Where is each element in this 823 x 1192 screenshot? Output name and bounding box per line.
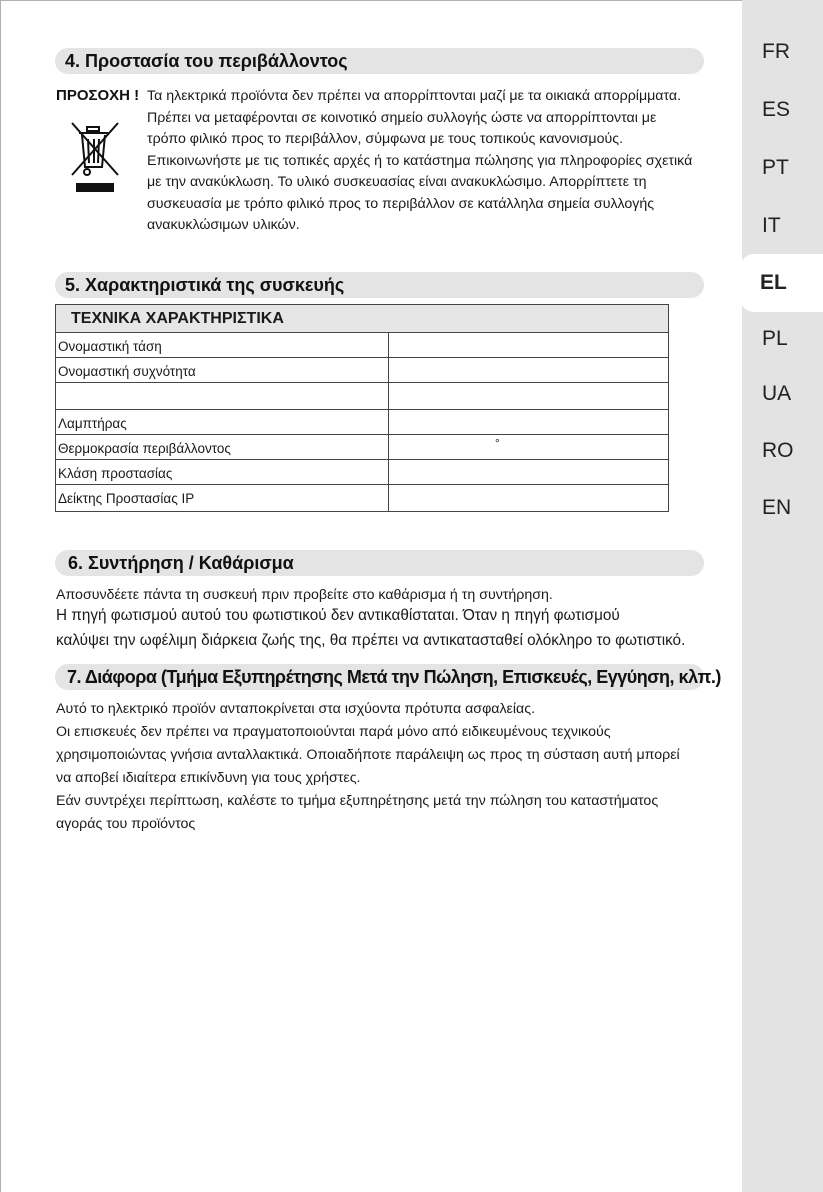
table-row <box>56 460 668 485</box>
table-cell-value <box>389 435 668 459</box>
section-6-line-2: Η πηγή φωτισμού αυτού του φωτιστικού δεν αντικαθίσταται. Όταν η πηγή φωτισμού <box>56 607 620 624</box>
lang-tab-el-active[interactable]: EL <box>740 254 823 312</box>
technical-table <box>55 304 669 512</box>
section-6-line-1: Αποσυνδέετε πάντα τη συσκευή πριν προβείτε στο καθάρισμα ή τη συντήρηση. <box>56 587 553 603</box>
section-4-line-6: συσκευασία με τρόπο φιλικό προς το περιβάλλον σε κατάλληλα σημεία συλλογής <box>147 196 655 212</box>
section-7-line-6: αγοράς του προϊόντος <box>56 816 196 832</box>
degree-symbol: ° <box>495 436 500 450</box>
lang-tab-fr[interactable]: FR <box>762 40 790 63</box>
lang-tab-en[interactable]: EN <box>762 496 792 519</box>
language-sidebar <box>742 0 823 1192</box>
table-cell-label: Θερμοκρασία περιβάλλοντος <box>56 435 389 459</box>
table-cell-label: Λαμπτήρας <box>56 410 389 434</box>
page-border-top <box>0 0 742 1</box>
table-cell-label <box>56 383 389 409</box>
section-4-line-7: ανακυκλώσιμων υλικών. <box>147 217 300 233</box>
section-7-line-3: χρησιμοποιώντας γνήσια ανταλλακτικά. Οποιαδήποτε παράλειψη ως προς τη σύσταση αυτή μπορεί <box>56 747 680 763</box>
table-cell-label: Δείκτης Προστασίας IP <box>56 485 389 511</box>
table-cell-value <box>389 383 668 409</box>
lang-tab-es[interactable]: ES <box>762 98 791 121</box>
table-row <box>56 485 668 511</box>
section-7-line-2: Οι επισκευές δεν πρέπει να πραγματοποιούνται παρά μόνο από ειδικευμένους τεχνικούς <box>56 724 611 740</box>
section-6-title: 6. Συντήρηση / Καθάρισμα <box>68 553 294 573</box>
lang-tab-pl[interactable]: PL <box>762 327 788 350</box>
table-row <box>56 383 668 410</box>
table-cell-label: Ονομαστική συχνότητα <box>56 358 389 382</box>
page-border-left <box>0 0 1 1192</box>
table-cell-label: Κλάση προστασίας <box>56 460 389 484</box>
table-cell-value <box>389 358 668 382</box>
technical-table-header: ΤΕΧΝΙΚΑ ΧΑΡΑΚΤΗΡΙΣΤΙΚΑ <box>56 305 668 333</box>
weee-crossed-bin-icon <box>66 119 126 195</box>
section-6-line-3: καλύψει την ωφέλιμη διάρκεια ζωής της, θα πρέπει να αντικατασταθεί ολόκληρο το φωτιστικό. <box>56 632 686 649</box>
table-cell-label: Ονομαστική τάση <box>56 333 389 357</box>
lang-tab-pt[interactable]: PT <box>762 156 789 179</box>
table-cell-value <box>389 460 668 484</box>
section-4-line-2: Πρέπει να μεταφέρονται σε κοινοτικό σημείο συλλογής ώστε να απορρίπτονται με <box>147 110 657 126</box>
table-row <box>56 358 668 383</box>
section-4-line-4: Επικοινωνήστε με τις τοπικές αρχές ή το κατάστημα πώλησης για πληροφορίες σχετικά <box>147 153 693 169</box>
lang-tab-ua[interactable]: UA <box>762 382 792 405</box>
section-7-line-4: να αποβεί ιδιαίτερα επικίνδυνη για τους χρήστες. <box>56 770 361 786</box>
section-7-line-5: Εάν συντρέχει περίπτωση, καλέστε το τμήμα εξυπηρέτησης μετά την πώληση του καταστήματος <box>56 793 659 809</box>
table-cell-value <box>389 410 668 434</box>
section-4-title: 4. Προστασία του περιβάλλοντος <box>65 51 348 71</box>
section-4-line-5: με την ανακύκλωση. Το υλικό συσκευασίας είναι ανακυκλώσιμο. Απορρίπτετε τη <box>147 174 647 190</box>
section-4-line-3: τρόπο φιλικό προς το περιβάλλον, σύμφωνα με τους τοπικούς κανονισμούς. <box>147 131 624 147</box>
section-7-title: 7. Διάφορα (Τμήμα Εξυπηρέτησης Μετά την Πώληση, Επισκευές, Εγγύηση, κλπ.) <box>67 667 721 687</box>
caution-label: ΠΡΟΣΟΧΗ ! <box>56 87 140 104</box>
table-row <box>56 410 668 435</box>
section-4-line-1: Τα ηλεκτρικά προϊόντα δεν πρέπει να απορρίπτονται μαζί με τα οικιακά απορρίμματα. <box>147 88 682 104</box>
table-row <box>56 435 668 460</box>
table-cell-value <box>389 485 668 511</box>
table-cell-value <box>389 333 668 357</box>
table-row <box>56 333 668 358</box>
section-7-line-1: Αυτό το ηλεκτρικό προϊόν ανταποκρίνεται στα ισχύοντα πρότυπα ασφαλείας. <box>56 701 536 717</box>
lang-tab-it[interactable]: IT <box>762 214 781 237</box>
section-5-title: 5. Χαρακτηριστικά της συσκευής <box>65 275 345 295</box>
lang-tab-ro[interactable]: RO <box>762 439 794 462</box>
